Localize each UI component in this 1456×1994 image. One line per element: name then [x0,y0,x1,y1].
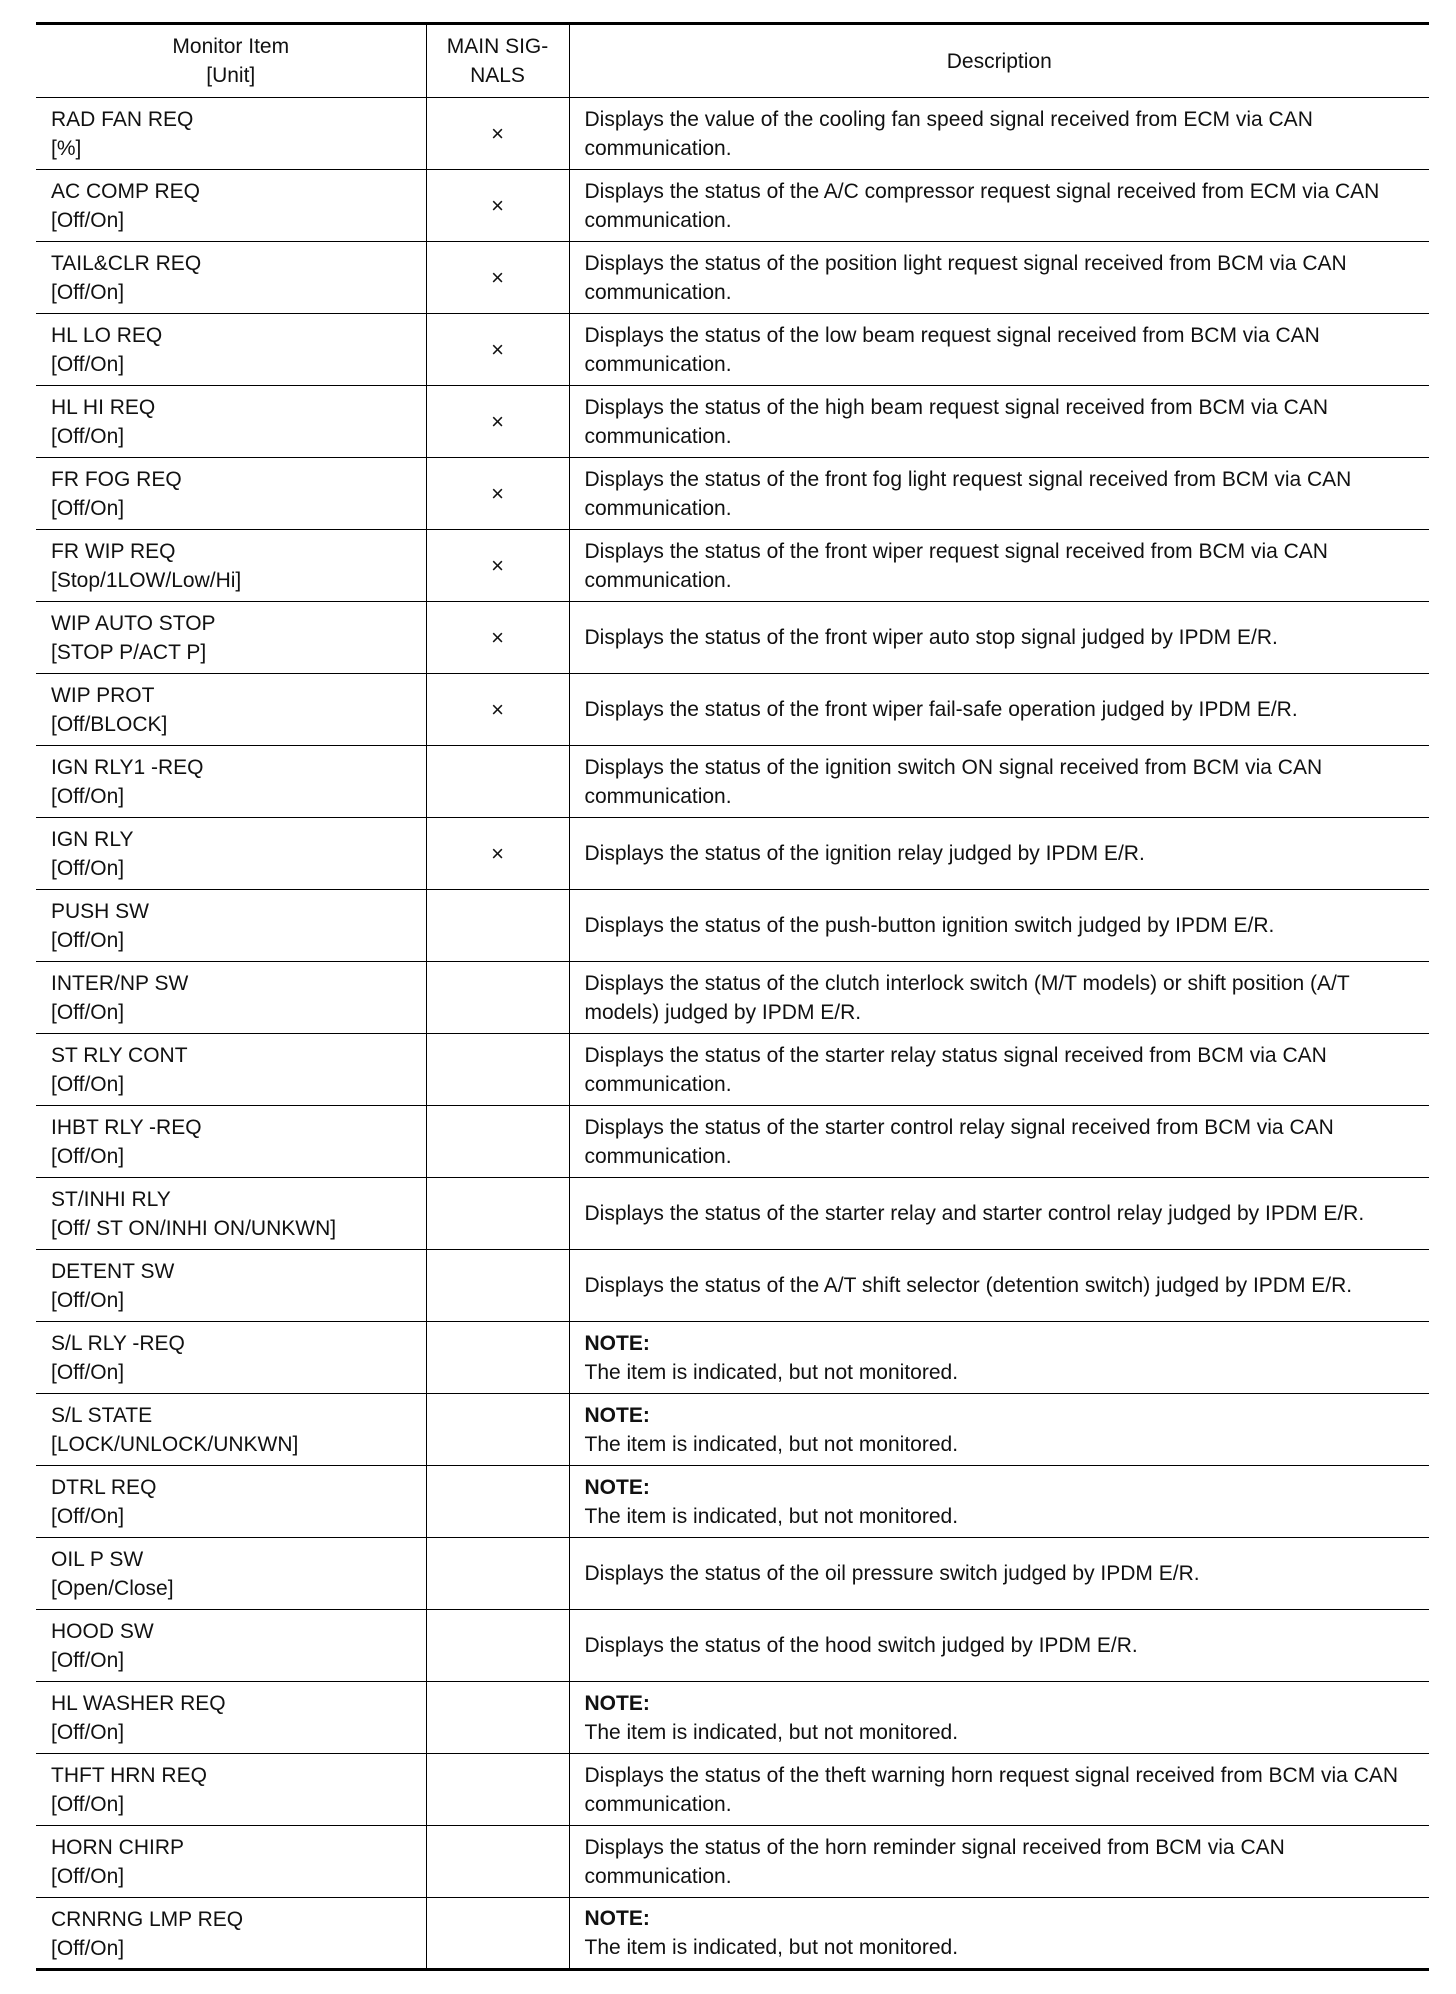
monitor-item-unit: [Off/ ST ON/INHI ON/UNKWN] [51,1217,337,1240]
monitor-item-cell [36,890,426,962]
description-cell [569,170,1429,242]
monitor-item-unit: [Open/Close] [51,1577,174,1600]
main-signal-mark: × [491,553,504,578]
main-signal-cell [426,674,569,746]
table-row [36,1322,1429,1394]
main-signal-cell [426,1178,569,1250]
main-signal-cell [426,1826,569,1898]
description-text: Displays the status of the A/T shift selector (detention switch) judged by IPDM E/R. [584,1274,1353,1297]
main-signal-mark: × [491,697,504,722]
monitor-item-unit: [Off/On] [51,1649,125,1672]
header-main-signals-line2: NALS [470,64,525,87]
monitor-item-name: IGN RLY1 -REQ [51,756,204,779]
table-row [36,1466,1429,1538]
main-signal-cell [426,1106,569,1178]
table-row [36,1106,1429,1178]
monitor-item-unit: [Off/On] [51,1001,125,1024]
note-label: NOTE: [584,1331,650,1355]
table-row [36,962,1429,1034]
main-signal-cell [426,98,569,170]
monitor-item-name: HL WASHER REQ [51,1692,226,1715]
table-row [36,458,1429,530]
note-text: The item is indicated, but not monitored. [584,1360,959,1384]
main-signal-mark: × [491,265,504,290]
description-cell [569,386,1429,458]
description-text: Displays the status of the low beam request signal received from BCM via CAN communication. [584,323,1320,376]
note-text: The item is indicated, but not monitored. [584,1936,959,1959]
monitor-item-name: HOOD SW [51,1620,154,1643]
monitor-item-unit: [Off/On] [51,1793,125,1816]
description-text: Displays the status of the high beam request signal received from BCM via CAN communication. [584,395,1329,448]
description-text: Displays the status of the hood switch judged by IPDM E/R. [584,1634,1138,1657]
monitor-item-unit: [Off/On] [51,1937,125,1960]
description-cell [569,818,1429,890]
description-text: Displays the status of the front wiper fail-safe operation judged by IPDM E/R. [584,698,1298,721]
monitor-item-cell [36,1826,426,1898]
description-cell [569,962,1429,1034]
description-cell [569,1466,1429,1538]
description-cell [569,1538,1429,1610]
main-signal-cell [426,314,569,386]
monitor-item-cell [36,1610,426,1682]
monitor-item-cell [36,458,426,530]
monitor-item-unit: [Off/On] [51,209,125,232]
main-signal-cell [426,1466,569,1538]
description-cell [569,1250,1429,1322]
main-signal-mark: × [491,409,504,434]
description-text: Displays the status of the front wiper auto stop signal judged by IPDM E/R. [584,626,1278,649]
monitor-item-name: IGN RLY [51,828,134,851]
monitor-item-unit: [Off/On] [51,785,125,808]
main-signal-cell [426,458,569,530]
main-signal-cell [426,746,569,818]
description-text: Displays the status of the oil pressure switch judged by IPDM E/R. [584,1562,1200,1585]
monitor-item-cell [36,1178,426,1250]
description-text: Displays the status of the ignition switch ON signal received from BCM via CAN communication. [584,755,1323,808]
description-text: Displays the status of the clutch interlock switch (M/T models) or shift position (A/T models) judged by IPDM E/R. [584,971,1350,1024]
main-signal-cell [426,242,569,314]
note-text: The item is indicated, but not monitored. [584,1720,959,1744]
table-row [36,170,1429,242]
description-text: Displays the status of the horn reminder signal received from BCM via CAN communication. [584,1835,1285,1888]
description-cell [569,1178,1429,1250]
monitor-item-cell [36,1898,426,1970]
monitor-item-unit: [%] [51,137,82,160]
main-signal-mark: × [491,337,504,362]
main-signal-cell [426,1250,569,1322]
main-signal-cell [426,602,569,674]
table-body [36,98,1429,1970]
header-main-signals-line1: MAIN SIG- [446,35,549,58]
description-cell [569,1106,1429,1178]
table-row [36,1898,1429,1970]
table-row [36,386,1429,458]
table-header [36,24,1429,98]
monitor-item-unit: [LOCK/UNLOCK/UNKWN] [51,1433,299,1456]
main-signal-cell [426,1322,569,1394]
monitor-item-cell [36,1034,426,1106]
main-signal-cell [426,170,569,242]
description-text: Displays the status of the starter control relay signal received from BCM via CAN communication. [584,1115,1334,1168]
monitor-item-name: HL HI REQ [51,396,156,419]
note-text: The item is indicated, but not monitored. [584,1504,959,1528]
main-signal-mark: × [491,841,504,866]
description-text: Displays the status of the starter relay status signal received from BCM via CAN communication. [584,1043,1327,1096]
description-cell [569,1610,1429,1682]
description-cell [569,1394,1429,1466]
monitor-item-unit: [Off/On] [51,1073,125,1096]
table-row [36,746,1429,818]
note-label: NOTE: [584,1475,650,1499]
main-signal-cell [426,1754,569,1826]
table-row [36,602,1429,674]
monitor-item-cell [36,98,426,170]
main-signal-cell [426,1394,569,1466]
description-cell [569,1034,1429,1106]
monitor-item-unit: [STOP P/ACT P] [51,641,207,664]
header-main-signals [426,24,569,98]
main-signal-cell [426,962,569,1034]
table-row [36,1250,1429,1322]
header-description: Description [569,24,1429,98]
description-text: Displays the status of the A/C compressor request signal received from ECM via CAN communication. [584,179,1380,232]
table-row [36,98,1429,170]
main-signal-mark: × [491,121,504,146]
monitor-item-cell [36,1106,426,1178]
description-cell [569,1754,1429,1826]
table-row [36,1610,1429,1682]
monitor-item-unit: [Off/On] [51,497,125,520]
description-cell [569,1322,1429,1394]
monitor-item-unit: [Off/On] [51,281,125,304]
table-row [36,242,1429,314]
header-monitor-item [36,24,426,98]
description-text: Displays the value of the cooling fan speed signal received from ECM via CAN communication. [584,107,1313,160]
monitor-item-name: TAIL&CLR REQ [51,252,202,275]
table-row [36,890,1429,962]
monitor-item-name: S/L RLY -REQ [51,1332,185,1355]
description-cell [569,1682,1429,1754]
monitor-item-unit: [Off/BLOCK] [51,713,168,736]
note-label: NOTE: [584,1403,650,1427]
monitor-item-name: DETENT SW [51,1260,175,1283]
monitor-item-unit: [Off/On] [51,353,125,376]
description-text: Displays the status of the theft warning horn request signal received from BCM via CAN communication. [584,1763,1399,1816]
description-text: Displays the status of the front wiper request signal received from BCM via CAN communication. [584,539,1328,592]
description-cell [569,458,1429,530]
table-row [36,1754,1429,1826]
description-text: Displays the status of the position light request signal received from BCM via CAN communication. [584,251,1347,304]
monitor-item-cell [36,1754,426,1826]
monitor-item-unit: [Off/On] [51,425,125,448]
monitor-item-name: HL LO REQ [51,324,163,347]
description-text: Displays the status of the push-button ignition switch judged by IPDM E/R. [584,914,1275,937]
description-text: Displays the status of the front fog light request signal received from BCM via CAN communication. [584,467,1352,520]
monitor-item-name: ST RLY CONT [51,1044,188,1067]
monitor-item-unit: [Off/On] [51,1361,125,1384]
description-cell [569,314,1429,386]
monitor-item-name: RAD FAN REQ [51,108,194,131]
monitor-table-document [36,22,1429,1971]
monitor-item-name: DTRL REQ [51,1476,157,1499]
monitor-item-cell [36,1322,426,1394]
main-signal-cell [426,386,569,458]
main-signal-cell [426,1682,569,1754]
monitor-item-cell [36,962,426,1034]
table-row [36,1826,1429,1898]
description-cell [569,602,1429,674]
monitor-item-unit: [Off/On] [51,1865,125,1888]
table-row [36,674,1429,746]
main-signal-mark: × [491,625,504,650]
monitor-item-unit: [Off/On] [51,1145,125,1168]
table-row [36,1178,1429,1250]
table-row [36,1034,1429,1106]
main-signal-cell [426,530,569,602]
monitor-item-cell [36,818,426,890]
description-cell [569,98,1429,170]
monitor-item-name: FR WIP REQ [51,540,176,563]
monitor-item-table [36,22,1429,1971]
monitor-item-cell [36,674,426,746]
monitor-item-name: S/L STATE [51,1404,153,1427]
main-signal-cell [426,1538,569,1610]
main-signal-cell [426,1610,569,1682]
monitor-item-name: THFT HRN REQ [51,1764,207,1787]
monitor-item-name: FR FOG REQ [51,468,182,491]
table-row [36,818,1429,890]
monitor-item-unit: [Off/On] [51,857,125,880]
note-label: NOTE: [584,1907,650,1930]
monitor-item-unit: [Off/On] [51,929,125,952]
table-row [36,530,1429,602]
monitor-item-name: WIP AUTO STOP [51,612,216,635]
monitor-item-name: PUSH SW [51,900,150,923]
monitor-item-name: CRNRNG LMP REQ [51,1908,244,1931]
header-monitor-item-line2: [Unit] [206,64,256,87]
description-text: Displays the status of the starter relay and starter control relay judged by IPDM E/R. [584,1202,1365,1225]
main-signal-cell [426,1898,569,1970]
main-signal-mark: × [491,481,504,506]
description-cell [569,746,1429,818]
main-signal-cell [426,1034,569,1106]
main-signal-mark: × [491,193,504,218]
monitor-item-cell [36,1682,426,1754]
main-signal-cell [426,890,569,962]
monitor-item-name: ST/INHI RLY [51,1188,171,1211]
monitor-item-unit: [Off/On] [51,1289,125,1312]
monitor-item-name: AC COMP REQ [51,180,200,203]
monitor-item-unit: [Off/On] [51,1721,125,1744]
description-cell [569,1898,1429,1970]
description-cell [569,674,1429,746]
note-label: NOTE: [584,1691,650,1715]
description-text: Displays the status of the ignition relay judged by IPDM E/R. [584,842,1145,865]
monitor-item-cell [36,314,426,386]
note-text: The item is indicated, but not monitored. [584,1432,959,1456]
monitor-item-cell [36,1538,426,1610]
monitor-item-cell [36,746,426,818]
main-signal-cell [426,818,569,890]
monitor-item-name: WIP PROT [51,684,155,707]
monitor-item-cell [36,170,426,242]
header-monitor-item-line1: Monitor Item [172,35,290,58]
monitor-item-cell [36,242,426,314]
monitor-item-name: OIL P SW [51,1548,144,1571]
table-row [36,1394,1429,1466]
table-row [36,1538,1429,1610]
monitor-item-name: INTER/NP SW [51,972,189,995]
monitor-item-cell [36,1466,426,1538]
monitor-item-cell [36,1394,426,1466]
monitor-item-cell [36,1250,426,1322]
monitor-item-unit: [Off/On] [51,1505,125,1528]
monitor-item-unit: [Stop/1LOW/Low/Hi] [51,569,242,592]
monitor-item-name: IHBT RLY -REQ [51,1116,202,1139]
monitor-item-cell [36,530,426,602]
monitor-item-name: HORN CHIRP [51,1836,185,1859]
description-cell [569,242,1429,314]
monitor-item-cell [36,602,426,674]
description-cell [569,1826,1429,1898]
table-row [36,1682,1429,1754]
description-cell [569,530,1429,602]
monitor-item-cell [36,386,426,458]
table-row [36,314,1429,386]
description-cell [569,890,1429,962]
